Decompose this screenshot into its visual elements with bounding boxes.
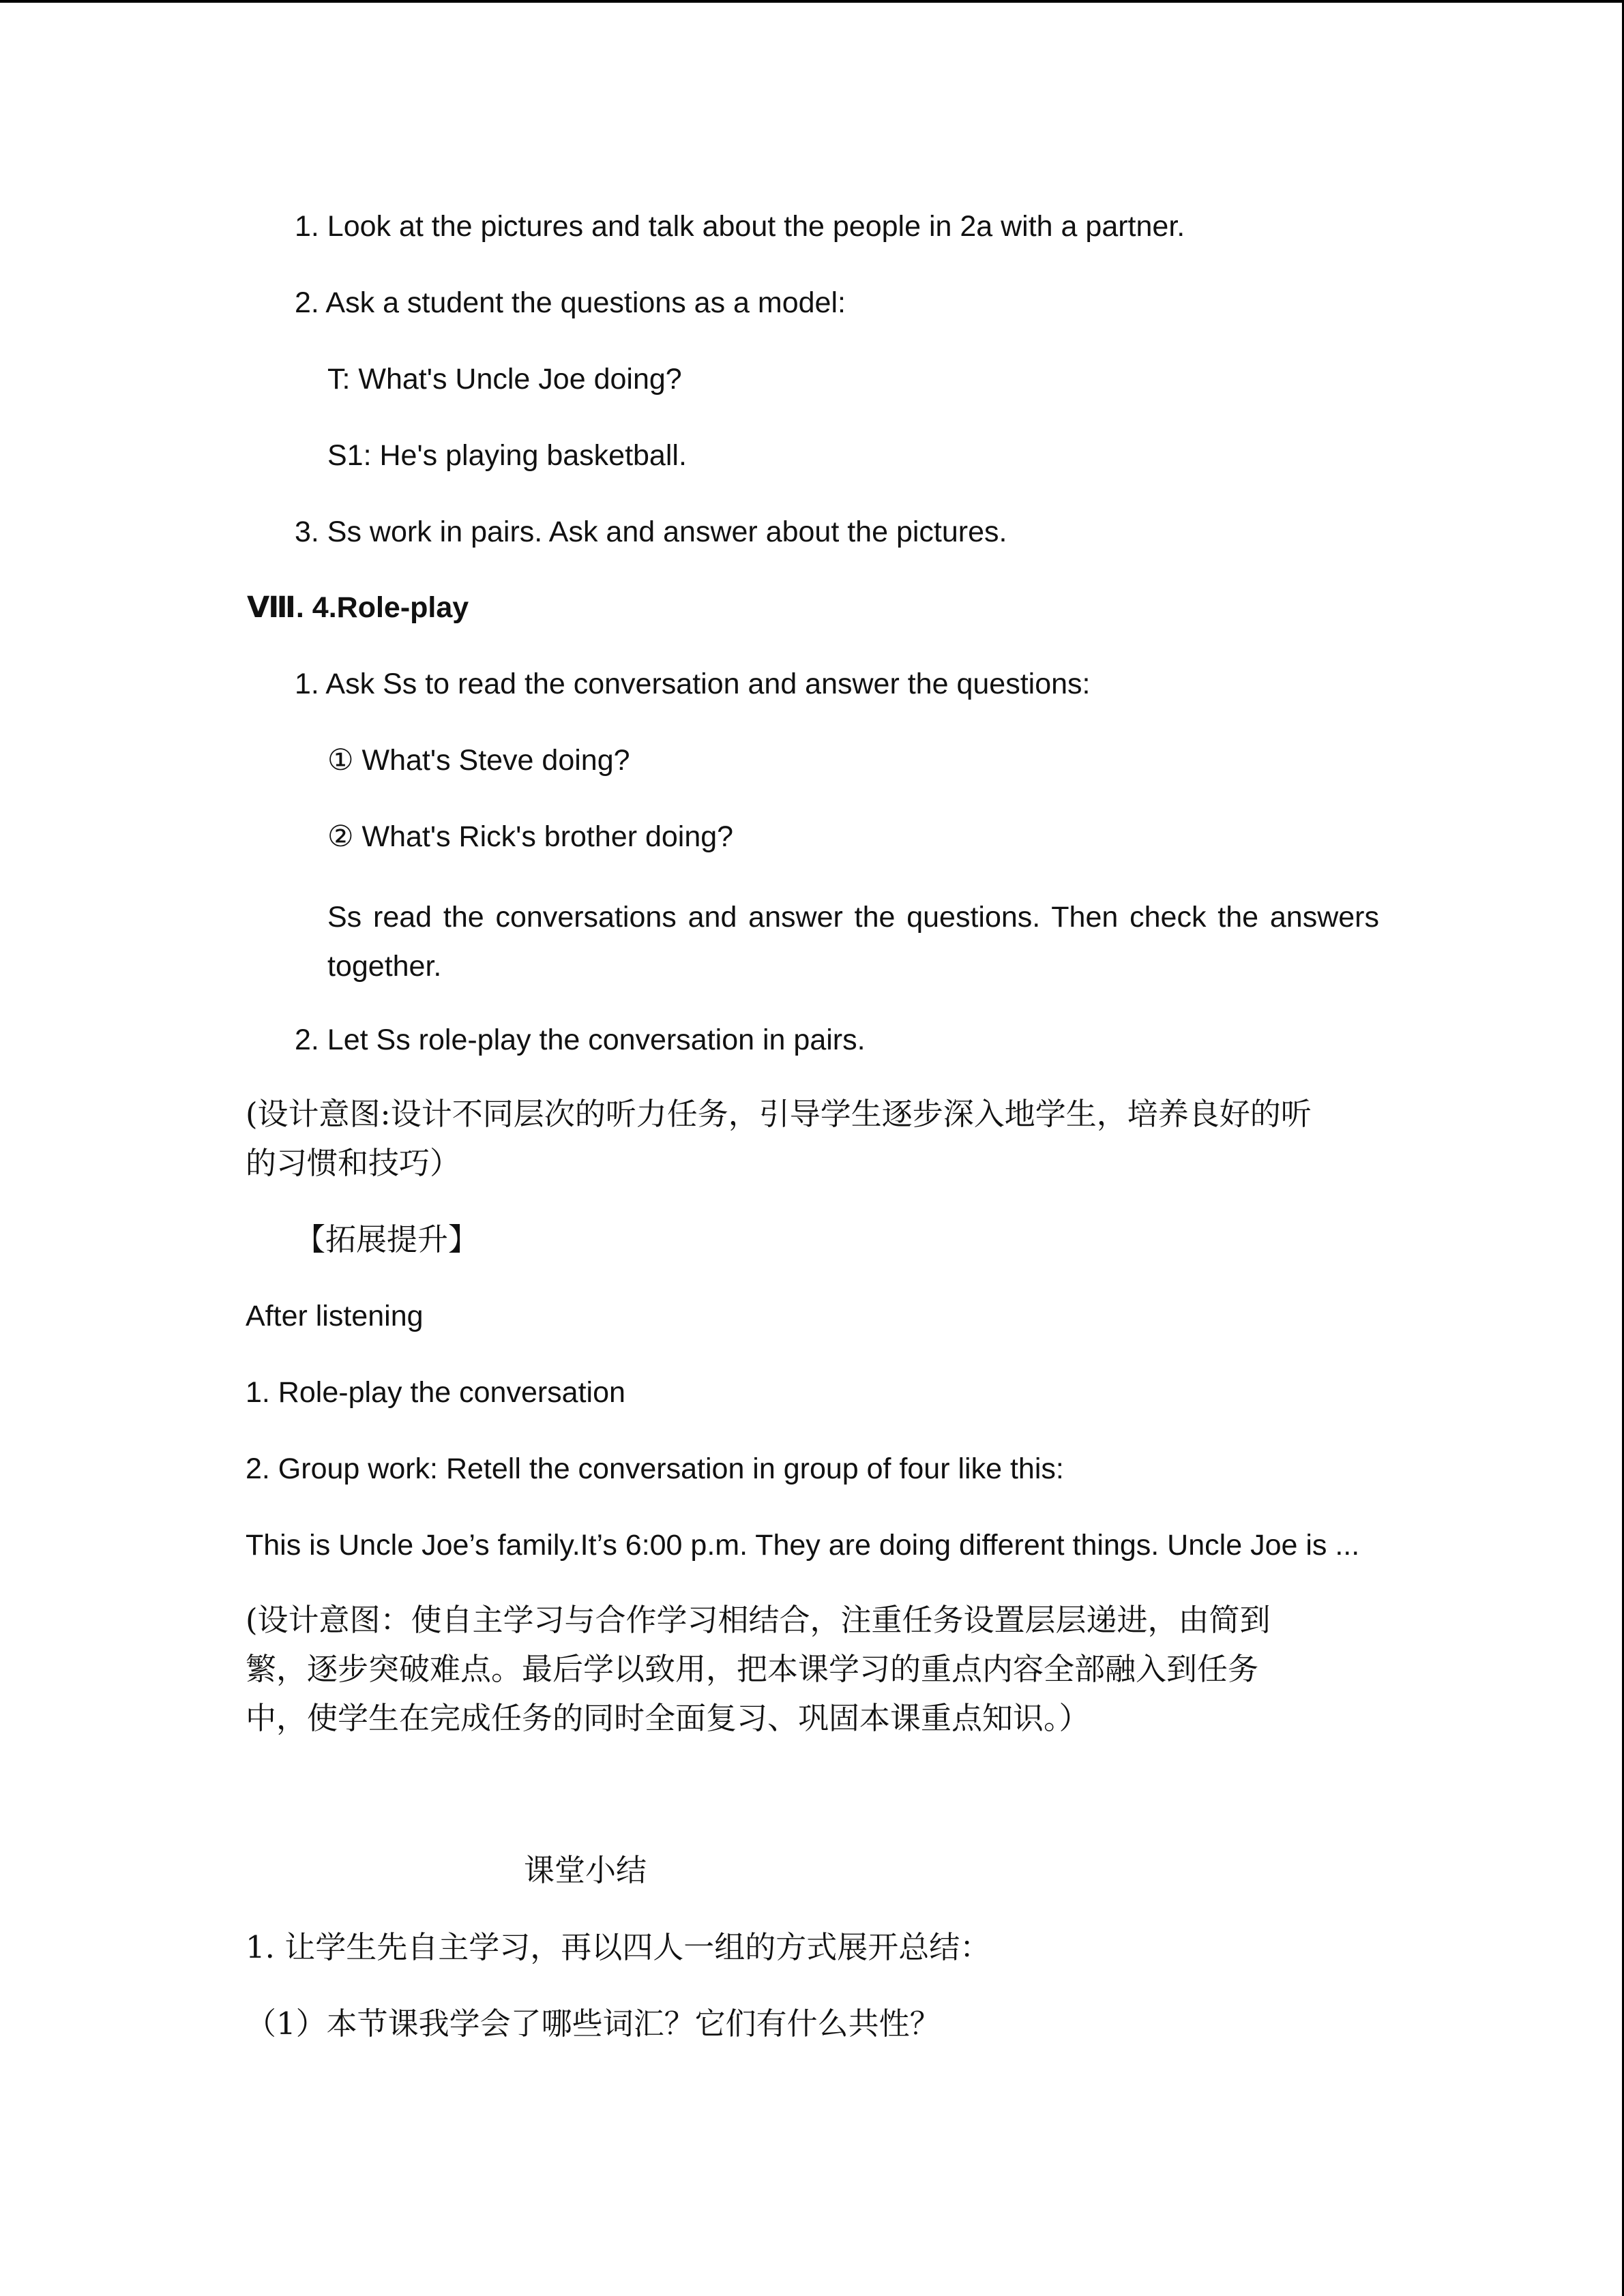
- roleplay-question-1: ① What's Steve doing?: [327, 744, 630, 777]
- extension-example: This is Uncle Joe’s family.It’s 6:00 p.m. They are doing different things. Uncle Joe is ...: [246, 1529, 1360, 1562]
- roleplay-heading: Ⅷ. 4.Role-play: [247, 591, 469, 624]
- design-intent-2-line-1: (设计意图：使自主学习与合作学习相结合，注重任务设置层层递进，由简到: [246, 1602, 1271, 1638]
- extension-heading: 【拓展提升】: [295, 1221, 479, 1257]
- roleplay-step-2: 2. Let Ss role-play the conversation in pairs.: [295, 1024, 866, 1056]
- design-intent-1-line-1: (设计意图:设计不同层次的听力任务，引导学生逐步深入地学生，培养良好的听: [246, 1096, 1312, 1132]
- design-intent-2-line-2: 繁，逐步突破难点。最后学以致用，把本课学习的重点内容全部融入到任务: [246, 1651, 1259, 1687]
- roleplay-instruction: Ss read the conversations and answer the questions. Then check the answers together.: [327, 901, 1379, 983]
- extension-item-2: 2. Group work: Retell the conversation in group of four like this:: [246, 1452, 1064, 1485]
- extension-item-1: 1. Role-play the conversation: [246, 1376, 625, 1409]
- page-border-top: [0, 0, 1624, 3]
- model-dialogue-student: S1: He's playing basketball.: [327, 439, 687, 472]
- speaking-step-2: 2. Ask a student the questions as a model:: [295, 286, 846, 319]
- summary-item-1: 1. 让学生先自主学习，再以四人一组的方式展开总结：: [246, 1929, 991, 1965]
- speaking-step-3: 3. Ss work in pairs. Ask and answer about the pictures.: [295, 516, 1007, 548]
- design-intent-1-line-2: 的习惯和技巧）: [246, 1145, 461, 1181]
- roleplay-question-2: ② What's Rick's brother doing?: [327, 820, 734, 853]
- summary-heading: 课堂小结: [524, 1852, 647, 1888]
- speaking-step-1: 1. Look at the pictures and talk about the people in 2a with a partner.: [295, 210, 1185, 243]
- extension-subtitle: After listening: [246, 1300, 424, 1332]
- roleplay-step-1: 1. Ask Ss to read the conversation and answer the questions:: [295, 668, 1091, 700]
- model-dialogue-teacher: T: What's Uncle Joe doing?: [327, 363, 682, 396]
- design-intent-2-line-3: 中，使学生在完成任务的同时全面复习、巩固本课重点知识。）: [246, 1700, 1090, 1736]
- summary-question-1: （1）本节课我学会了哪些词汇？它们有什么共性？: [246, 2006, 941, 2042]
